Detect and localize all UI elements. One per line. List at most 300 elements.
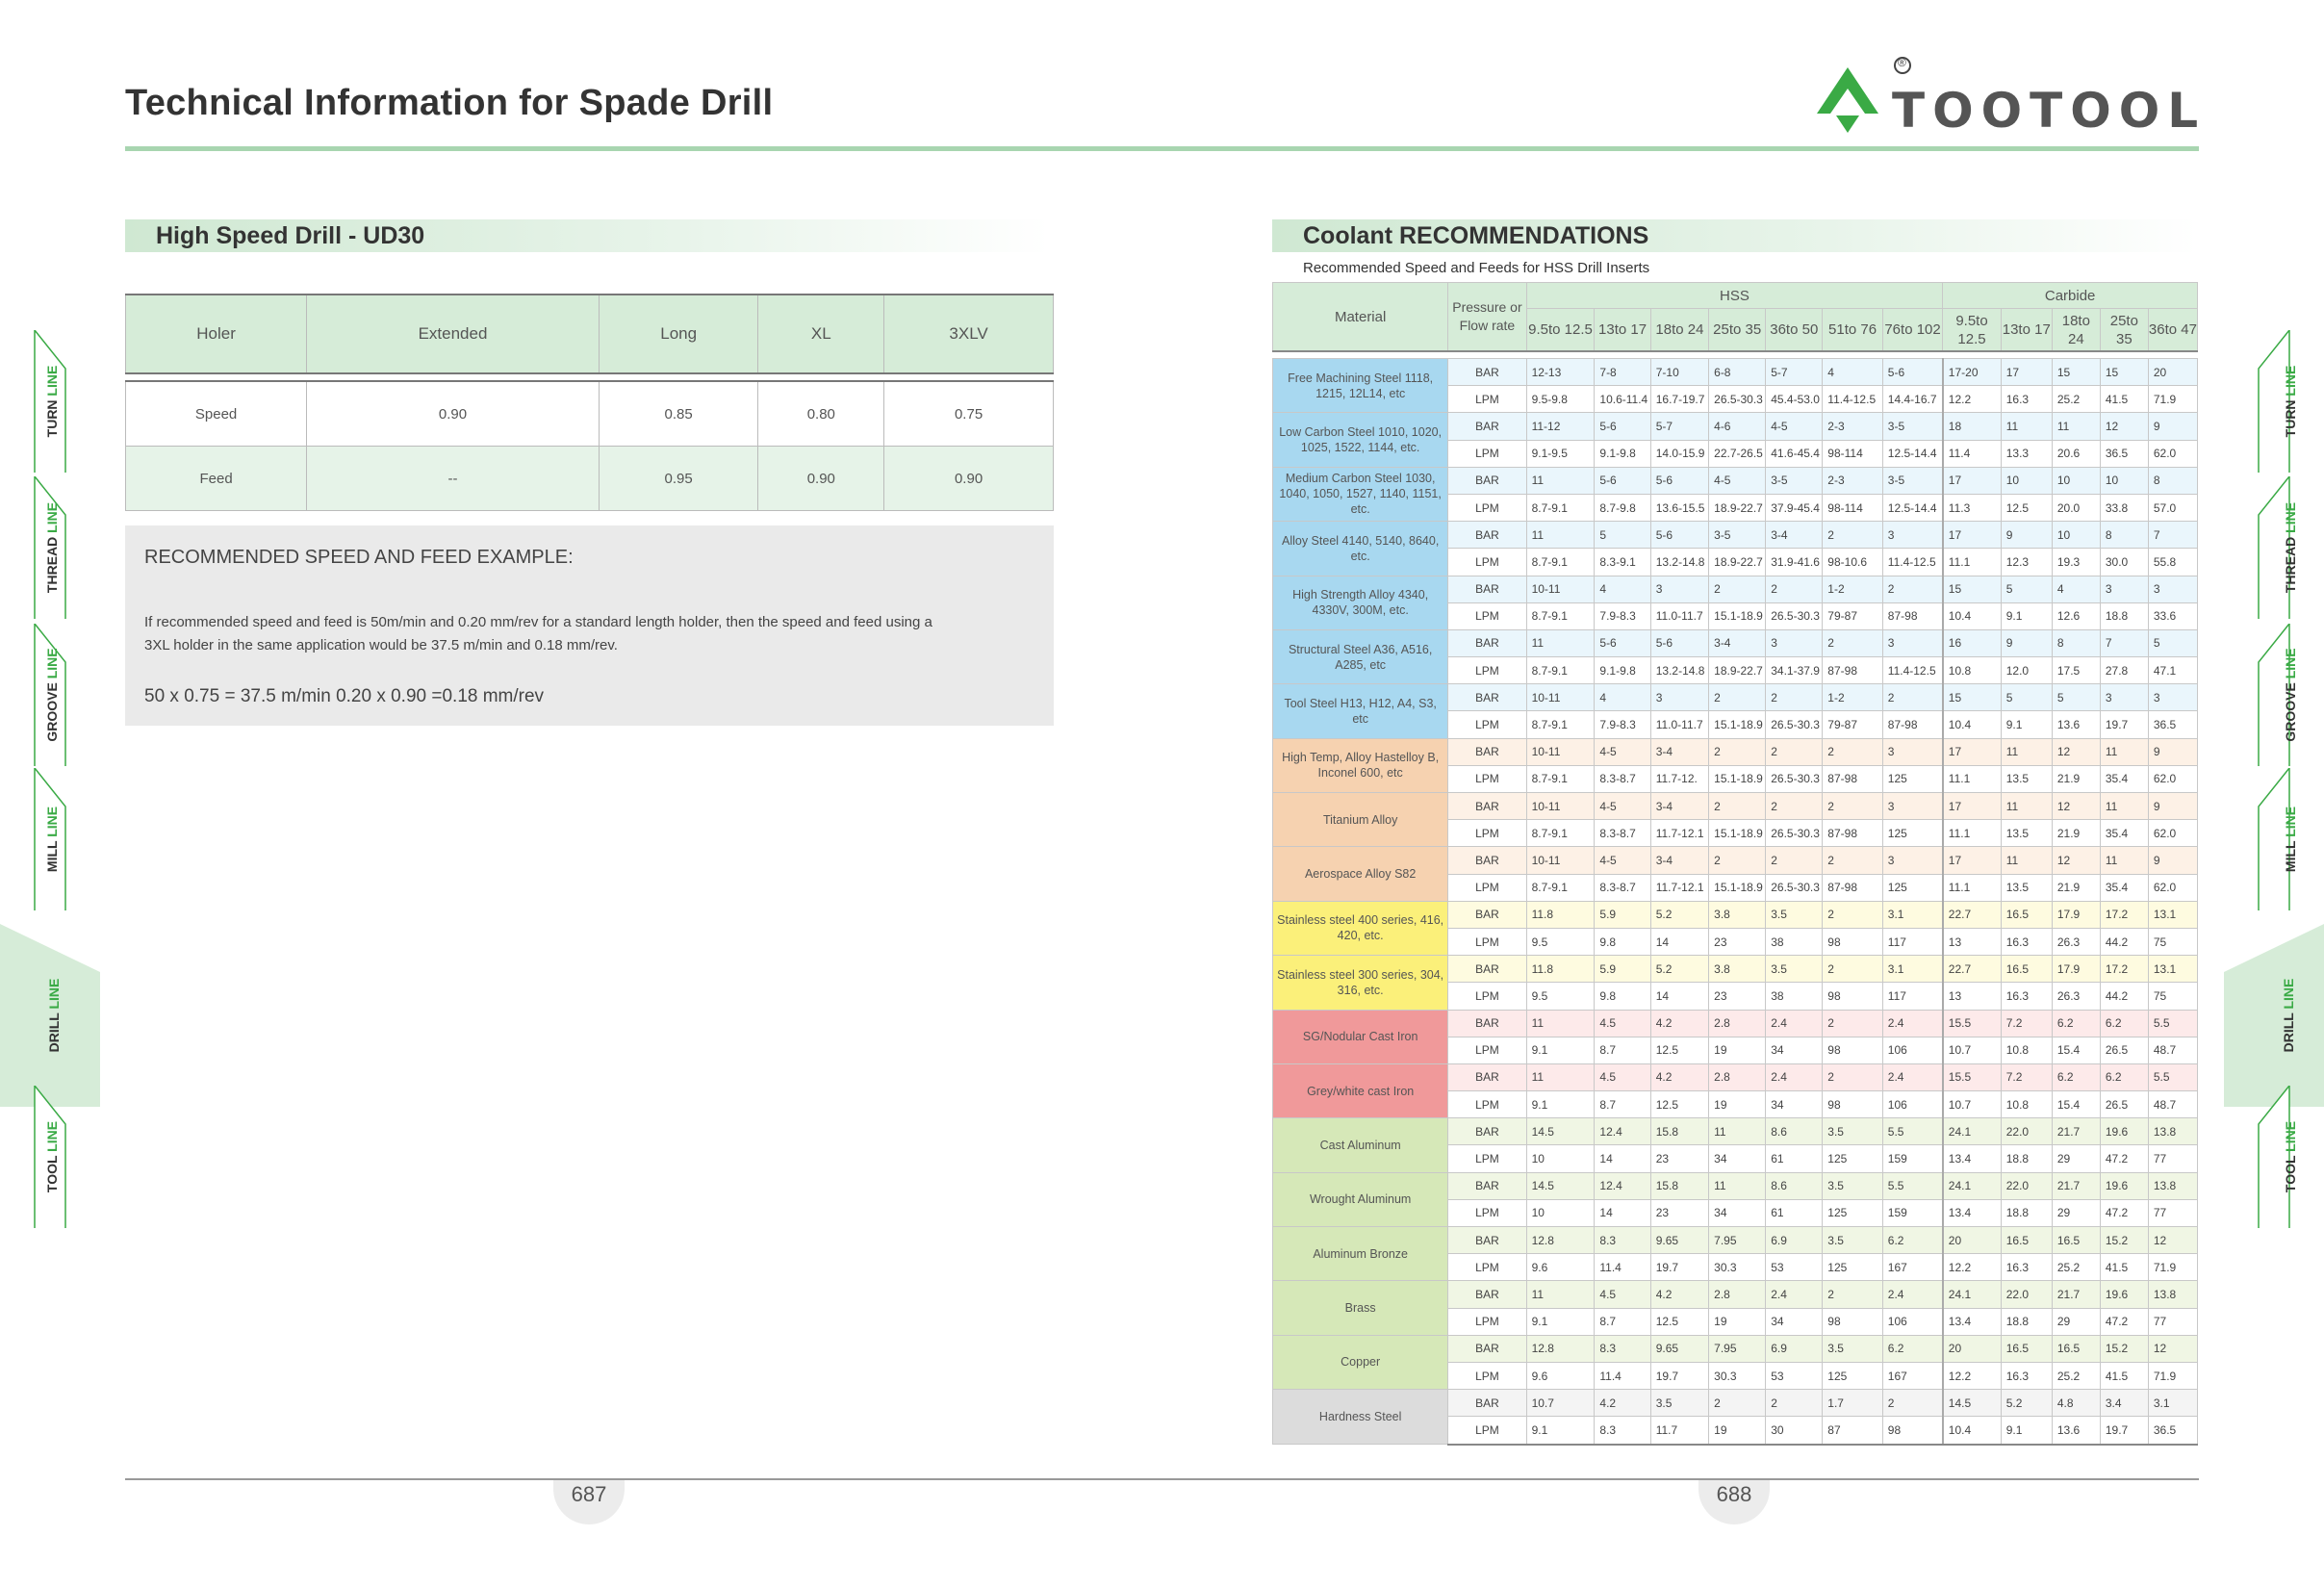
table-cell: 10.7 (1943, 1091, 2001, 1118)
table-cell: 2 (1882, 1390, 1943, 1417)
table-cell: 7 (2148, 522, 2197, 549)
range-header: 18to 24 (1650, 309, 1708, 352)
footer-divider (125, 1478, 2199, 1480)
table-cell: 8 (2052, 629, 2100, 656)
table-cell: 18.8 (2001, 1308, 2052, 1335)
tab-groove-line[interactable] (2257, 624, 2324, 766)
table-cell: 77 (2148, 1308, 2197, 1335)
table-cell: 2-3 (1823, 413, 1883, 440)
unit-label: LPM (1448, 1145, 1526, 1172)
table-cell: 26.5 (2100, 1091, 2148, 1118)
table-cell: 5 (2001, 684, 2052, 711)
table-cell: 12.8 (1526, 1335, 1595, 1362)
tab-tool-line[interactable] (2257, 1086, 2324, 1228)
tab-drill-line[interactable] (2218, 924, 2324, 1107)
table-cell: 3-5 (1709, 522, 1766, 549)
table-cell: 12 (2052, 793, 2100, 820)
table-cell: 9.1-9.5 (1526, 440, 1595, 467)
table-cell: 13.6 (2052, 1417, 2100, 1445)
table-cell: 15 (2052, 359, 2100, 386)
col-header: XL (758, 295, 884, 373)
table-cell: 7.95 (1709, 1335, 1766, 1362)
table-cell: 19.6 (2100, 1281, 2148, 1308)
table-cell: 0.85 (599, 381, 758, 447)
table-cell: 18.8 (2001, 1199, 2052, 1226)
table-cell: 9 (2148, 793, 2197, 820)
table-cell: 20 (1943, 1227, 2001, 1254)
table-row (1273, 1227, 2198, 1254)
table-cell: 2 (1823, 1010, 1883, 1037)
table-cell: 0.90 (884, 447, 1054, 511)
tab-label-word: GROOVE (44, 682, 60, 742)
table-cell: 21.9 (2052, 874, 2100, 901)
table-cell: 17 (1943, 522, 2001, 549)
table-cell: 18.9-22.7 (1709, 494, 1766, 521)
table-cell: 3.8 (1709, 956, 1766, 983)
table-cell: 2 (1766, 684, 1823, 711)
table-cell: 2 (1766, 793, 1823, 820)
table-cell: 125 (1823, 1362, 1883, 1389)
range-header: 51to 76 (1823, 309, 1883, 352)
example-heading: RECOMMENDED SPEED AND FEED EXAMPLE: (144, 547, 574, 568)
table-cell: 29 (2052, 1199, 2100, 1226)
table-cell: 11.0-11.7 (1650, 602, 1708, 629)
table-cell: 3.5 (1650, 1390, 1708, 1417)
unit-label: BAR (1448, 1227, 1526, 1254)
table-cell: 20 (2148, 359, 2197, 386)
table-cell: 13.5 (2001, 765, 2052, 792)
tab-label-word: DRILL (2281, 1012, 2296, 1053)
table-cell: 12.5 (2001, 494, 2052, 521)
table-cell: 3.1 (1882, 901, 1943, 928)
table-cell: 41.6-45.4 (1766, 440, 1823, 467)
table-row (1273, 793, 2198, 820)
tab-label-word: TOOL (2283, 1155, 2298, 1193)
hss-header: HSS (1526, 283, 1943, 309)
table-row (1273, 1118, 2198, 1145)
table-cell: 23 (1709, 983, 1766, 1010)
table-cell: 61 (1766, 1199, 1823, 1226)
table-cell: 13.8 (2148, 1172, 2197, 1199)
unit-label: BAR (1448, 1281, 1526, 1308)
table-cell: 62.0 (2148, 440, 2197, 467)
table-cell: 3 (1882, 522, 1943, 549)
table-cell: 10.4 (1943, 711, 2001, 738)
table-cell: 15.1-18.9 (1709, 874, 1766, 901)
table-cell: 34 (1709, 1199, 1766, 1226)
example-paragraph: If recommended speed and feed is 50m/min and 0.20 mm/rev for a standard length holder, then the speed and feed using a 3XL holder in the same application would be 37.5 m/min and 0.18 mm/rev. (144, 614, 932, 653)
table-cell: 14.0-15.9 (1650, 440, 1708, 467)
table-cell: 9.8 (1595, 928, 1650, 955)
table-cell: 16.3 (2001, 1254, 2052, 1281)
table-row (1273, 1281, 2198, 1308)
table-cell: 9.1 (1526, 1091, 1595, 1118)
table-cell: 33.6 (2148, 602, 2197, 629)
table-cell: 125 (1823, 1254, 1883, 1281)
table-cell: 17.9 (2052, 901, 2100, 928)
table-cell: 19.6 (2100, 1172, 2148, 1199)
table-cell: 9 (2148, 413, 2197, 440)
table-cell: 6.9 (1766, 1335, 1823, 1362)
table-cell: 8.7 (1595, 1308, 1650, 1335)
table-cell: 8.7-9.1 (1526, 711, 1595, 738)
table-cell: 4 (2052, 576, 2100, 602)
table-cell: 4 (1595, 684, 1650, 711)
table-cell: 16.3 (2001, 1362, 2052, 1389)
table-cell: 19 (1709, 1091, 1766, 1118)
table-row (1273, 738, 2198, 765)
tab-label (44, 480, 60, 615)
table-cell: 29 (2052, 1145, 2100, 1172)
table-cell: 12 (2052, 738, 2100, 765)
table-cell: 17.9 (2052, 956, 2100, 983)
table-cell: 12 (2052, 847, 2100, 874)
unit-label: BAR (1448, 738, 1526, 765)
table-cell: 13 (1943, 928, 2001, 955)
pressure-header: Pressure or Flow rate (1448, 283, 1526, 352)
tab-label (2283, 480, 2298, 615)
unit-label: LPM (1448, 1254, 1526, 1281)
table-cell: 117 (1882, 983, 1943, 1010)
table-cell: 10-11 (1526, 684, 1595, 711)
tab-mill-line[interactable] (2257, 768, 2324, 910)
table-cell: 10 (1526, 1199, 1595, 1226)
table-cell: 5.9 (1595, 901, 1650, 928)
table-row (1273, 576, 2198, 602)
table-cell: 7.9-8.3 (1595, 711, 1650, 738)
table-cell: 37.9-45.4 (1766, 494, 1823, 521)
unit-label: LPM (1448, 440, 1526, 467)
tab-turn-line[interactable] (0, 330, 67, 473)
table-cell: 11.7-12.1 (1650, 874, 1708, 901)
table-cell: 5-6 (1595, 629, 1650, 656)
tab-label-suffix: LINE (2281, 978, 2296, 1010)
table-cell: 24.1 (1943, 1118, 2001, 1145)
unit-label: BAR (1448, 467, 1526, 494)
table-cell: 53 (1766, 1254, 1823, 1281)
unit-label: BAR (1448, 522, 1526, 549)
tab-turn-line[interactable] (2257, 330, 2324, 473)
tab-drill-line[interactable] (0, 924, 106, 1107)
material-header: Material (1273, 283, 1448, 352)
table-cell: 35.4 (2100, 874, 2148, 901)
table-cell: 8.3 (1595, 1417, 1650, 1445)
table-cell: 11 (1526, 1010, 1595, 1037)
table-cell: 3 (1882, 793, 1943, 820)
table-cell: 14.5 (1526, 1172, 1595, 1199)
table-cell: 26.5-30.3 (1766, 820, 1823, 847)
table-cell: 79-87 (1823, 602, 1883, 629)
table-cell: 11 (1526, 629, 1595, 656)
table-cell: 3-4 (1709, 629, 1766, 656)
tab-groove-line[interactable] (0, 624, 67, 766)
table-cell: 3.1 (2148, 1390, 2197, 1417)
table-cell: 62.0 (2148, 820, 2197, 847)
table-cell: 2 (1823, 1063, 1883, 1090)
material-name: Hardness Steel (1273, 1390, 1448, 1445)
tab-label-suffix: LINE (44, 501, 60, 533)
table-cell: 41.5 (2100, 1254, 2148, 1281)
table-cell: 7.2 (2001, 1010, 2052, 1037)
table-cell: 2.4 (1882, 1063, 1943, 1090)
table-cell: 5.2 (1650, 901, 1708, 928)
table-cell: 106 (1882, 1308, 1943, 1335)
table-cell: 7.2 (2001, 1063, 2052, 1090)
unit-label: BAR (1448, 901, 1526, 928)
tab-label-word: TURN (44, 399, 60, 438)
table-row (1273, 901, 2198, 928)
table-cell: 9.5 (1526, 928, 1595, 955)
table-cell: 4-5 (1595, 847, 1650, 874)
table-cell: 10.8 (1943, 657, 2001, 684)
table-cell: 5.5 (1882, 1172, 1943, 1199)
table-cell: 11.3 (1943, 494, 2001, 521)
table-cell: 30.3 (1709, 1362, 1766, 1389)
table-cell: 5-6 (1595, 413, 1650, 440)
table-cell: 10.8 (2001, 1091, 2052, 1118)
table-cell: 4.5 (1595, 1010, 1650, 1037)
table-cell: 98 (1823, 983, 1883, 1010)
table-cell: 2 (1766, 576, 1823, 602)
unit-label: LPM (1448, 983, 1526, 1010)
tab-label (44, 334, 60, 469)
unit-label: BAR (1448, 1010, 1526, 1037)
table-cell: 4.2 (1595, 1390, 1650, 1417)
table-cell: 15.1-18.9 (1709, 602, 1766, 629)
range-header: 13to 17 (2001, 309, 2052, 352)
table-cell: 22.7 (1943, 901, 2001, 928)
table-cell: 87-98 (1823, 657, 1883, 684)
material-name: Structural Steel A36, A516, A285, etc (1273, 629, 1448, 683)
table-cell: 79-87 (1823, 711, 1883, 738)
table-cell: 22.0 (2001, 1281, 2052, 1308)
table-cell: 9.6 (1526, 1254, 1595, 1281)
unit-label: LPM (1448, 1417, 1526, 1445)
table-cell: 71.9 (2148, 1362, 2197, 1389)
table-cell: 11 (2052, 413, 2100, 440)
table-cell: 4-5 (1766, 413, 1823, 440)
unit-label: BAR (1448, 1335, 1526, 1362)
tab-thread-line[interactable] (2257, 476, 2324, 619)
table-cell: 5-7 (1766, 359, 1823, 386)
table-cell: 19.7 (1650, 1362, 1708, 1389)
table-cell: 125 (1882, 874, 1943, 901)
table-cell: 3 (1882, 847, 1943, 874)
table-cell: 18.9-22.7 (1709, 657, 1766, 684)
table-cell: 14.5 (1943, 1390, 2001, 1417)
table-cell: 11.7-12.1 (1650, 820, 1708, 847)
material-name: Stainless steel 400 series, 416, 420, etc. (1273, 901, 1448, 955)
table-cell: 2 (1823, 738, 1883, 765)
table-cell: 25.2 (2052, 1362, 2100, 1389)
table-cell: 3.5 (1766, 956, 1823, 983)
material-name: Aluminum Bronze (1273, 1227, 1448, 1281)
table-cell: 17 (1943, 847, 2001, 874)
table-cell: 4-5 (1595, 793, 1650, 820)
table-cell: 4.2 (1650, 1281, 1708, 1308)
tootool-logo (1809, 56, 2213, 142)
table-cell: 3.4 (2100, 1390, 2148, 1417)
table-row (1273, 359, 2198, 386)
table-cell: 7.9-8.3 (1595, 602, 1650, 629)
table-cell: 4.8 (2052, 1390, 2100, 1417)
table-cell: 2 (1709, 576, 1766, 602)
table-row (1273, 956, 2198, 983)
table-cell: 3-4 (1650, 847, 1708, 874)
range-header: 9.5to 12.5 (1943, 309, 2001, 352)
table-cell: 2 (1823, 956, 1883, 983)
unit-label: BAR (1448, 629, 1526, 656)
table-cell: 11.4-12.5 (1882, 657, 1943, 684)
unit-label: LPM (1448, 928, 1526, 955)
tab-label-suffix: LINE (44, 648, 60, 679)
table-cell: 13.5 (2001, 820, 2052, 847)
tab-label (2283, 1089, 2298, 1224)
table-cell: 11 (1526, 522, 1595, 549)
table-cell: 10 (2001, 467, 2052, 494)
unit-label: LPM (1448, 874, 1526, 901)
unit-label: LPM (1448, 820, 1526, 847)
table-cell: 6.2 (2100, 1063, 2148, 1090)
table-cell: 5 (2001, 576, 2052, 602)
material-name: Titanium Alloy (1273, 793, 1448, 847)
table-row (1273, 1063, 2198, 1090)
table-cell: 8.3 (1595, 1335, 1650, 1362)
unit-label: LPM (1448, 1362, 1526, 1389)
table-cell: 25.2 (2052, 1254, 2100, 1281)
table-cell: 17-20 (1943, 359, 2001, 386)
table-cell: 11 (2001, 413, 2052, 440)
material-name: High Temp, Alloy Hastelloy B, Inconel 600, etc (1273, 738, 1448, 792)
table-cell: 18.9-22.7 (1709, 549, 1766, 576)
header-divider (125, 146, 2199, 151)
table-cell: 10.4 (1943, 1417, 2001, 1445)
table-row (1273, 413, 2198, 440)
table-cell: 11 (1526, 1063, 1595, 1090)
table-cell: 36.5 (2148, 711, 2197, 738)
table-cell: 14 (1595, 1145, 1650, 1172)
unit-label: LPM (1448, 1308, 1526, 1335)
table-cell: 17.5 (2052, 657, 2100, 684)
material-name: Low Carbon Steel 1010, 1020, 1025, 1522, 1144, etc. (1273, 413, 1448, 467)
material-name: Copper (1273, 1335, 1448, 1389)
table-cell: 26.5 (2100, 1037, 2148, 1063)
tab-mill-line[interactable] (0, 768, 67, 910)
tab-label-suffix: LINE (46, 978, 62, 1010)
table-cell: 24.1 (1943, 1281, 2001, 1308)
unit-label: LPM (1448, 1037, 1526, 1063)
table-cell: Feed (126, 447, 307, 511)
table-cell: 2.4 (1766, 1010, 1823, 1037)
table-row (1273, 684, 2198, 711)
table-cell: 2 (1823, 793, 1883, 820)
table-cell: 44.2 (2100, 928, 2148, 955)
table-cell: 35.4 (2100, 820, 2148, 847)
table-cell: 9 (2148, 847, 2197, 874)
table-cell: 29 (2052, 1308, 2100, 1335)
table-cell: 11 (2100, 738, 2148, 765)
table-cell: 10.4 (1943, 602, 2001, 629)
table-cell: 8.3-8.7 (1595, 765, 1650, 792)
table-cell: 9.1-9.8 (1595, 657, 1650, 684)
table-cell: 61 (1766, 1145, 1823, 1172)
range-header: 76to 102 (1882, 309, 1943, 352)
table-cell: 8.3-8.7 (1595, 820, 1650, 847)
table-cell: 12.3 (2001, 549, 2052, 576)
table-cell: 1-2 (1823, 576, 1883, 602)
table-row (126, 447, 1054, 511)
table-cell: 87-98 (1882, 602, 1943, 629)
table-cell: 13.5 (2001, 874, 2052, 901)
tab-label-word: DRILL (46, 1012, 62, 1053)
table-cell: 11.4 (1595, 1362, 1650, 1389)
table-cell: 77 (2148, 1199, 2197, 1226)
table-row (1273, 629, 2198, 656)
table-cell: 41.5 (2100, 1362, 2148, 1389)
tab-shape-icon (2218, 924, 2324, 1107)
table-cell: 11 (2100, 847, 2148, 874)
table-cell: 6.2 (1882, 1335, 1943, 1362)
table-cell: 47.2 (2100, 1199, 2148, 1226)
table-cell: 16.7-19.7 (1650, 386, 1708, 413)
table-cell: 9.1 (1526, 1417, 1595, 1445)
table-cell: 26.3 (2052, 983, 2100, 1010)
table-cell: 13.4 (1943, 1145, 2001, 1172)
unit-label: BAR (1448, 413, 1526, 440)
table-cell: 2 (1709, 1390, 1766, 1417)
table-cell: 26.5-30.3 (1766, 711, 1823, 738)
table-cell: 3.5 (1823, 1172, 1883, 1199)
table-cell: 2 (1882, 684, 1943, 711)
range-header: 36to 50 (1766, 309, 1823, 352)
table-cell: 15.8 (1650, 1172, 1708, 1199)
table-cell: 6.2 (2052, 1010, 2100, 1037)
table-cell: 98 (1823, 1091, 1883, 1118)
table-cell: 125 (1823, 1199, 1883, 1226)
table-cell: 125 (1882, 820, 1943, 847)
table-cell: 14.4-16.7 (1882, 386, 1943, 413)
table-cell: 5.2 (2001, 1390, 2052, 1417)
table-cell: 159 (1882, 1145, 1943, 1172)
table-cell: 18.8 (2100, 602, 2148, 629)
unit-label: BAR (1448, 1118, 1526, 1145)
table-cell: 10 (1526, 1145, 1595, 1172)
table-cell: 5 (2052, 684, 2100, 711)
table-cell: 10.6-11.4 (1595, 386, 1650, 413)
table-cell: 11.1 (1943, 765, 2001, 792)
table-cell: 17 (2001, 359, 2052, 386)
tab-label (44, 1089, 60, 1224)
range-header: 36to 47 (2148, 309, 2197, 352)
table-cell: 57.0 (2148, 494, 2197, 521)
table-cell: 5.5 (2148, 1010, 2197, 1037)
material-name: Medium Carbon Steel 1030, 1040, 1050, 1527, 1140, 1151, etc. (1273, 467, 1448, 521)
table-cell: 12.2 (1943, 1362, 2001, 1389)
tab-thread-line[interactable] (0, 476, 67, 619)
table-cell: 159 (1882, 1199, 1943, 1226)
unit-label: BAR (1448, 576, 1526, 602)
table-cell: 9.1 (2001, 1417, 2052, 1445)
unit-label: LPM (1448, 386, 1526, 413)
table-cell: 12.4 (1595, 1118, 1650, 1145)
table-cell: 2 (1766, 1390, 1823, 1417)
table-cell: 18.8 (2001, 1145, 2052, 1172)
table-cell: 9.5 (1526, 983, 1595, 1010)
tab-tool-line[interactable] (0, 1086, 67, 1228)
holder-factor-table (125, 294, 1054, 511)
range-header: 13to 17 (1595, 309, 1650, 352)
table-cell: 9.8 (1595, 983, 1650, 1010)
